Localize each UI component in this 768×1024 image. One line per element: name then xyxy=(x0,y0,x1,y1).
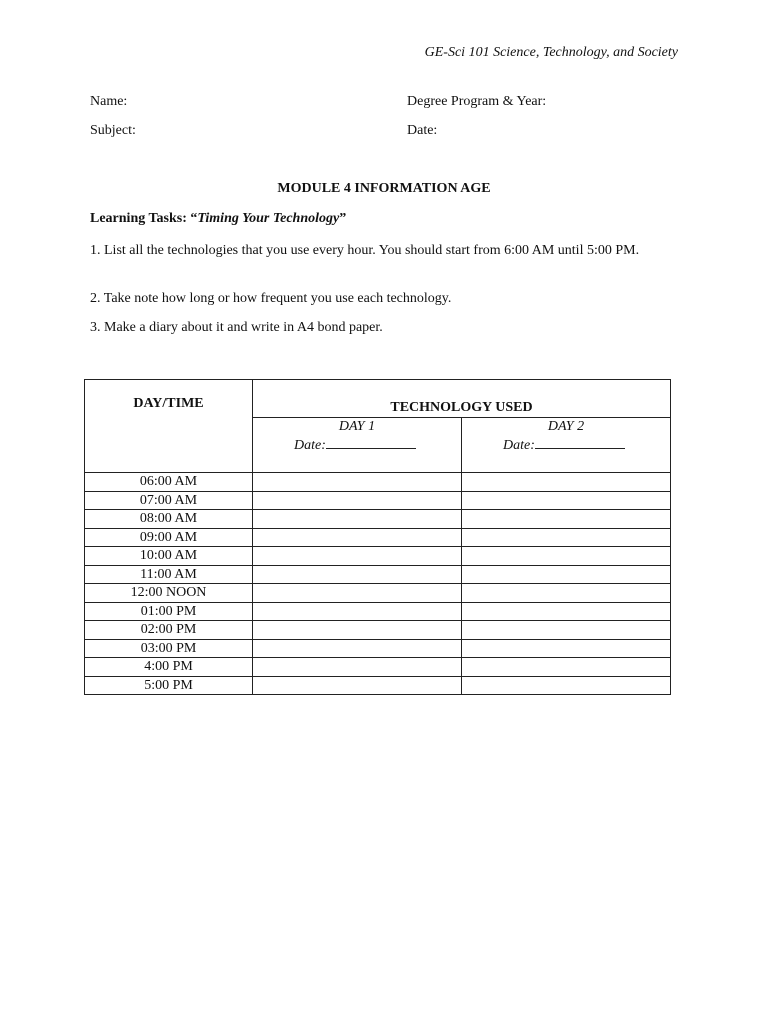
day-2-cell xyxy=(462,584,671,603)
module-title: MODULE 4 INFORMATION AGE xyxy=(277,181,491,196)
degree-program-label: Degree Program & Year: xyxy=(407,94,547,109)
learning-tasks-title: Timing Your Technology xyxy=(197,211,340,226)
day-1-cell xyxy=(253,584,462,603)
day-1-cell xyxy=(253,676,462,695)
date-label: Date: xyxy=(407,123,438,138)
time-cell: 06:00 AM xyxy=(85,473,253,492)
day-1-cell xyxy=(253,602,462,621)
table-row xyxy=(85,510,671,529)
table-row xyxy=(85,658,671,677)
time-cell: 12:00 NOON xyxy=(85,584,253,603)
table-row xyxy=(85,565,671,584)
day-1-cell xyxy=(253,473,462,492)
day-1-cell xyxy=(253,658,462,677)
day-1-date-blank xyxy=(326,436,416,449)
day-1-cell xyxy=(253,547,462,566)
learning-tasks-heading xyxy=(90,211,346,227)
technology-used-header: TECHNOLOGY USED xyxy=(253,380,671,418)
table-row xyxy=(85,676,671,695)
day-1-date-line xyxy=(253,436,461,454)
task-item-3: 3. Make a diary about it and write in A4 bond paper. xyxy=(90,320,383,335)
day-1-date-label: Date: xyxy=(294,438,326,453)
day-2-header xyxy=(462,418,671,473)
day-2-date-label: Date: xyxy=(503,438,535,453)
day-1-label: DAY 1 xyxy=(338,419,376,434)
time-cell: 10:00 AM xyxy=(85,547,253,566)
time-cell: 03:00 PM xyxy=(85,639,253,658)
day-1-header xyxy=(253,418,462,473)
day-2-date-blank xyxy=(535,436,625,449)
day-1-cell xyxy=(253,491,462,510)
time-cell: 02:00 PM xyxy=(85,621,253,640)
day-1-cell xyxy=(253,639,462,658)
day-2-cell xyxy=(462,565,671,584)
day-2-cell xyxy=(462,676,671,695)
close-quote: ” xyxy=(339,211,347,226)
day-2-cell xyxy=(462,602,671,621)
day-2-cell xyxy=(462,528,671,547)
time-cell: 5:00 PM xyxy=(85,676,253,695)
day-1-cell xyxy=(253,565,462,584)
task-item-1: 1. List all the technologies that you use every hour. You should start from 6:00 AM until 5:00 PM. xyxy=(90,243,640,258)
time-cell: 09:00 AM xyxy=(85,528,253,547)
table-row xyxy=(85,528,671,547)
course-header: GE-Sci 101 Science, Technology, and Society xyxy=(424,45,678,60)
day-2-cell xyxy=(462,491,671,510)
table-row xyxy=(85,602,671,621)
open-quote: “ xyxy=(190,211,198,226)
day-2-cell xyxy=(462,547,671,566)
time-cell: 07:00 AM xyxy=(85,491,253,510)
day-2-cell xyxy=(462,658,671,677)
time-cell: 4:00 PM xyxy=(85,658,253,677)
day-2-cell xyxy=(462,621,671,640)
task-item-2: 2. Take note how long or how frequent you use each technology. xyxy=(90,291,452,306)
time-cell: 08:00 AM xyxy=(85,510,253,529)
table-row xyxy=(85,547,671,566)
learning-tasks-label: Learning Tasks: xyxy=(90,211,191,226)
table-row xyxy=(85,473,671,492)
day-2-label: DAY 2 xyxy=(547,419,585,434)
table-row xyxy=(85,491,671,510)
day-1-cell xyxy=(253,510,462,529)
table-row xyxy=(85,621,671,640)
day-2-cell xyxy=(462,639,671,658)
time-cell: 01:00 PM xyxy=(85,602,253,621)
table-row xyxy=(85,584,671,603)
name-label: Name: xyxy=(90,94,128,109)
day-1-cell xyxy=(253,621,462,640)
day-2-date-line xyxy=(462,436,670,454)
day-2-cell xyxy=(462,473,671,492)
time-cell: 11:00 AM xyxy=(85,565,253,584)
subject-label: Subject: xyxy=(90,123,136,138)
day-2-cell xyxy=(462,510,671,529)
technology-log-table xyxy=(84,379,671,695)
day-1-cell xyxy=(253,528,462,547)
day-time-header: DAY/TIME xyxy=(85,380,253,473)
table-row xyxy=(85,639,671,658)
